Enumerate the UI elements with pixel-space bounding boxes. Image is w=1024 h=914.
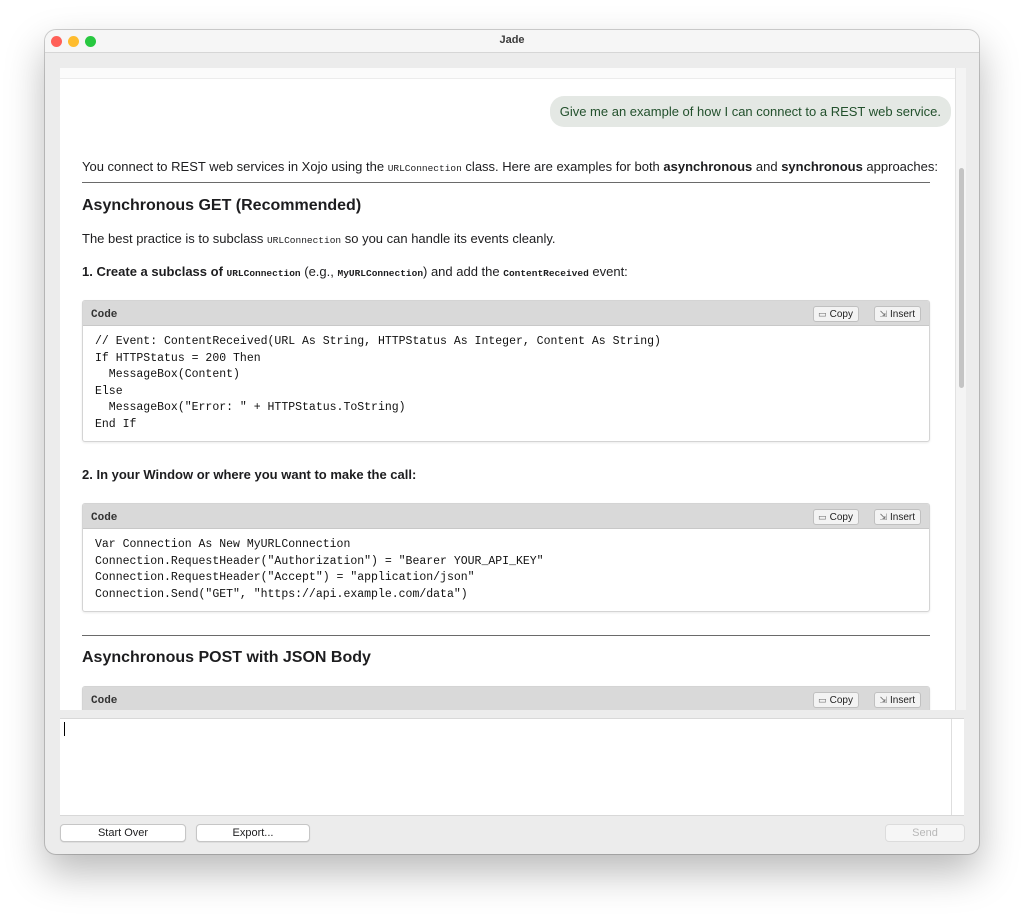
copy-code-button[interactable]: [813, 509, 859, 525]
code-content[interactable]: [83, 529, 929, 611]
code-block-label: Code: [91, 309, 118, 321]
copy-icon: ▭: [818, 309, 827, 319]
start-over-button[interactable]: Start Over: [60, 824, 186, 842]
input-scrollbar-edge: [951, 719, 952, 815]
previous-message-edge: [60, 68, 956, 79]
code-line: Else: [95, 384, 123, 398]
inline-code: URLConnection: [387, 163, 462, 174]
inline-code: ContentReceived: [503, 268, 589, 279]
export-button[interactable]: Export...: [196, 824, 310, 842]
step-text: 1. Create a subclass of: [82, 264, 227, 279]
step-1-heading: [82, 263, 628, 283]
intro-text: approaches:: [862, 159, 938, 174]
insert-icon: ⇲: [879, 309, 887, 319]
intro-bold: asynchronous: [663, 159, 753, 174]
paragraph-text: The best practice is to subclass: [82, 231, 267, 246]
insert-label: Insert: [889, 309, 915, 320]
step-text: ) and add the: [423, 264, 504, 279]
chat-scrollbar[interactable]: [955, 68, 966, 710]
insert-code-button[interactable]: [874, 306, 921, 322]
insert-icon: ⇲: [879, 695, 887, 705]
intro-text: class. Here are examples for both: [461, 159, 664, 174]
copy-label: Copy: [829, 512, 853, 523]
code-block-header: [83, 687, 929, 710]
send-button[interactable]: Send: [885, 824, 965, 842]
code-block: [82, 503, 930, 612]
app-window: [45, 30, 979, 854]
intro-text: and: [752, 159, 782, 174]
code-content[interactable]: [83, 326, 929, 441]
code-line: Connection.RequestHeader("Authorization") = "Bearer YOUR_API_KEY": [95, 554, 544, 568]
inline-code: MyURLConnection: [337, 268, 424, 279]
intro-bold: synchronous: [781, 159, 863, 174]
section-heading: Asynchronous GET (Recommended): [82, 197, 362, 214]
copy-icon: ▭: [818, 512, 827, 522]
copy-code-button[interactable]: [813, 692, 859, 708]
intro-text: You connect to REST web services in Xojo using the: [82, 159, 388, 174]
divider: [82, 182, 930, 183]
insert-icon: ⇲: [879, 512, 887, 522]
section-heading: Asynchronous POST with JSON Body: [82, 649, 371, 666]
title-bar: [45, 30, 979, 53]
section-paragraph: [82, 230, 556, 250]
code-line: Connection.Send("GET", "https://api.example.com/data"): [95, 587, 468, 601]
chat-transcript[interactable]: [60, 68, 966, 710]
code-block-header: [83, 301, 929, 326]
copy-label: Copy: [829, 309, 853, 320]
step-text: (e.g.,: [300, 264, 338, 279]
code-line: If HTTPStatus = 200 Then: [95, 351, 261, 365]
code-line: End If: [95, 417, 137, 431]
scrollbar-thumb[interactable]: [959, 168, 964, 388]
code-block-header: [83, 504, 929, 529]
code-line: // Event: ContentReceived(URL As String, HTTPStatus As Integer, Content As String): [95, 335, 661, 348]
inline-code: URLConnection: [266, 235, 342, 246]
response-intro: [82, 158, 938, 178]
code-line: Connection.RequestHeader("Accept") = "application/json": [95, 571, 475, 584]
copy-icon: ▭: [818, 695, 827, 705]
inline-code: URLConnection: [226, 268, 301, 279]
insert-label: Insert: [889, 512, 915, 523]
user-message-bubble: Give me an example of how I can connect to a REST web service.: [550, 96, 951, 127]
insert-code-button[interactable]: [874, 692, 921, 708]
code-line: MessageBox("Error: " + HTTPStatus.ToString): [95, 401, 406, 414]
code-line: MessageBox(Content): [95, 368, 240, 381]
insert-code-button[interactable]: [874, 509, 921, 525]
text-caret: [64, 722, 65, 736]
copy-label: Copy: [829, 695, 853, 706]
step-2-heading: 2. In your Window or where you want to make the call:: [82, 467, 417, 482]
insert-label: Insert: [889, 695, 915, 706]
message-input[interactable]: [60, 718, 964, 816]
window-title: Jade: [499, 34, 525, 46]
code-block: [82, 686, 930, 710]
paragraph-text: so you can handle its events cleanly.: [341, 231, 556, 246]
step-text: event:: [588, 264, 628, 279]
code-block-label: Code: [91, 512, 118, 524]
code-line: Var Connection As New MyURLConnection: [95, 538, 351, 551]
copy-code-button[interactable]: [813, 306, 859, 322]
divider: [82, 635, 930, 636]
code-block-label: Code: [91, 695, 118, 707]
code-block: [82, 300, 930, 442]
